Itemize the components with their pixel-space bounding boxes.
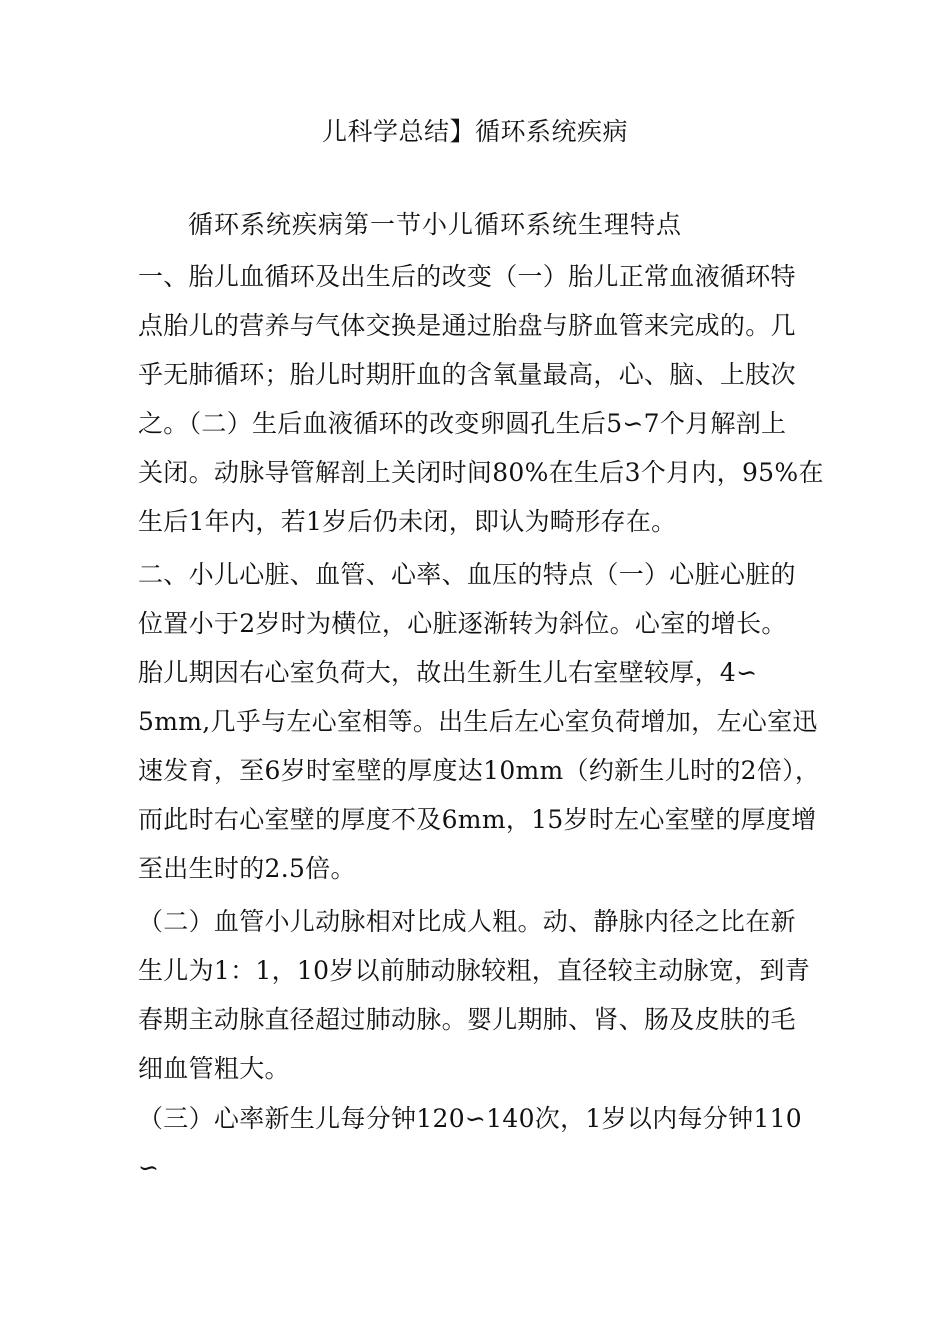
text-line: 细血管粗大。 — [138, 1054, 290, 1083]
text-line: 春期主动脉直径超过肺动脉。婴儿期肺、肾、肠及皮肤的毛 — [138, 1005, 796, 1034]
paragraph-fetal-circulation — [138, 252, 828, 546]
text-line: （二）血管小儿动脉相对比成人粗。动、静脉内径之比在新 — [138, 907, 796, 936]
text-line: 二、小儿心脏、血管、心率、血压的特点（一）心脏心脏的 — [138, 560, 796, 589]
text-line: ∽ — [138, 1153, 160, 1182]
text-line: 一、胎儿血循环及出生后的改变（一）胎儿正常血液循环特 — [138, 262, 796, 291]
text-line: 乎无肺循环；胎儿时期肝血的含氧量最高，心、脑、上肢次 — [138, 360, 796, 389]
paragraph-blood-vessels — [138, 897, 828, 1093]
text-line: 关闭。动脉导管解剖上关闭时间80%在生后3个月内，95%在 — [138, 458, 824, 487]
text-line: 生儿为1：1，10岁以前肺动脉较粗，直径较主动脉宽，到青 — [138, 956, 811, 985]
text-line: 之。（二）生后血液循环的改变卵圆孔生后5∽7个月解剖上 — [138, 409, 787, 438]
paragraph-heart-rate — [138, 1094, 828, 1192]
text-line: 位置小于2岁时为横位，心脏逐渐转为斜位。心室的增长。 — [138, 609, 787, 638]
text-line: 速发育，至6岁时室壁的厚度达10mm（约新生儿时的2倍）， — [138, 756, 821, 785]
text-line: 5mm,几乎与左心室相等。出生后左心室负荷增加，左心室迅 — [138, 707, 818, 736]
text-line: 而此时右心室壁的厚度不及6mm，15岁时左心室壁的厚度增 — [138, 805, 817, 834]
text-line: （三）心率新生儿每分钟120∽140次，1岁以内每分钟110 — [138, 1104, 803, 1133]
text-line: 至出生时的2.5倍。 — [138, 854, 356, 883]
text-line: 胎儿期因右心室负荷大，故出生新生儿右室壁较厚，4∽ — [138, 658, 758, 687]
paragraph-heart-features — [138, 550, 828, 893]
document-title: 儿科学总结】循环系统疾病 — [321, 117, 628, 146]
text-line: 生后1年内，若1岁后仍未闭，即认为畸形存在。 — [138, 507, 677, 536]
section-heading: 循环系统疾病第一节小儿循环系统生理特点 — [188, 210, 683, 239]
text-line: 点胎儿的营养与气体交换是通过胎盘与脐血管来完成的。几 — [138, 311, 796, 340]
